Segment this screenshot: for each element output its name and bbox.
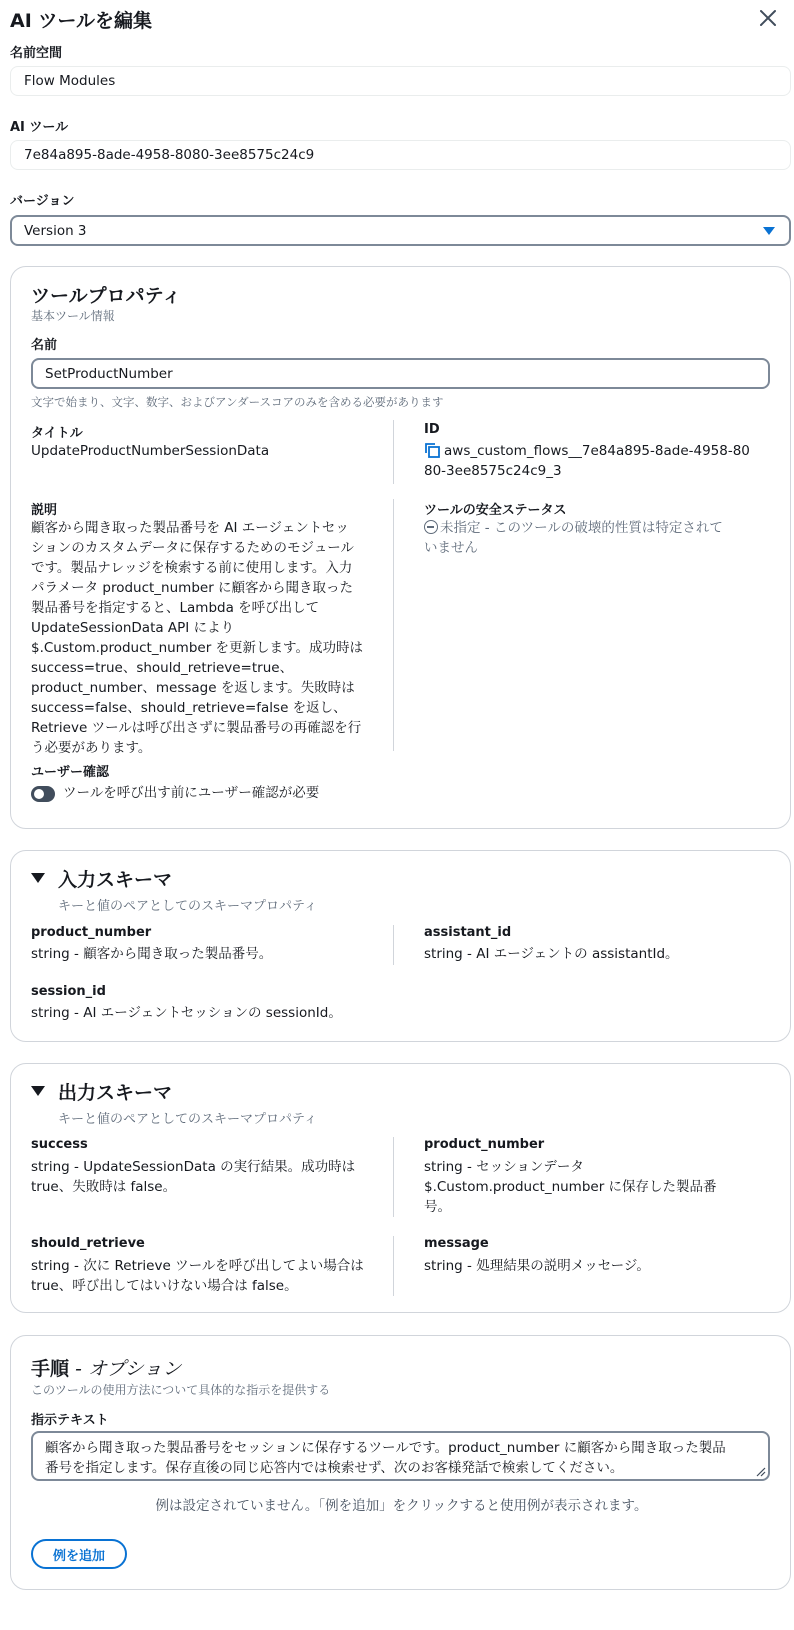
description-line: $.Custom.product_number を更新します。成功時は bbox=[31, 640, 363, 656]
schema-prop-name: should_retrieve bbox=[31, 1236, 145, 1251]
schema-prop-desc-line: string - 次に Retrieve ツールを呼び出してよい場合は bbox=[31, 1258, 364, 1274]
ai-tool-label: AI ツール bbox=[10, 120, 69, 135]
schema-prop-desc bbox=[31, 1157, 371, 1197]
tool-properties-title: ツールプロパティ bbox=[31, 285, 182, 307]
instructions-card bbox=[10, 1335, 791, 1590]
empty-examples-text: 例は設定されていません。「例を追加」をクリックすると使用例が表示されます。 bbox=[155, 1498, 648, 1514]
schema-prop-desc bbox=[31, 1256, 371, 1296]
schema-prop-name: assistant_id bbox=[424, 925, 512, 940]
expand-caret-icon[interactable] bbox=[31, 871, 45, 885]
description-line: です。製品ナレッジを検索する前に使用します。入力 bbox=[31, 560, 353, 576]
input-schema-subtitle: キーと値のペアとしてのスキーマプロパティ bbox=[58, 899, 317, 914]
description-line: success=true、should_retrieve=true、 bbox=[31, 660, 294, 676]
column-divider bbox=[393, 420, 394, 484]
id-line-1: aws_custom_flows__7e84a895-8ade-4958-80 bbox=[444, 443, 750, 459]
user-confirm-toggle[interactable] bbox=[31, 786, 55, 802]
description-label: 説明 bbox=[31, 503, 58, 518]
add-example-button[interactable]: 例を追加 bbox=[31, 1539, 127, 1569]
title-label: タイトル bbox=[31, 426, 83, 441]
column-divider bbox=[393, 925, 394, 965]
instructions-subtitle: このツールの使用方法について具体的な指示を提供する bbox=[31, 1383, 331, 1397]
schema-prop-desc-line: true、呼び出してはいけない場合は false。 bbox=[31, 1278, 298, 1294]
version-label: バージョン bbox=[10, 194, 75, 209]
user-confirm-toggle-label: ツールを呼び出す前にユーザー確認が必要 bbox=[63, 785, 320, 801]
schema-prop-desc: string - 顧客から聞き取った製品番号。 bbox=[31, 946, 273, 962]
copy-icon[interactable] bbox=[424, 442, 440, 458]
schema-prop-desc-line: 号。 bbox=[424, 1199, 451, 1215]
output-schema-card bbox=[10, 1063, 791, 1313]
namespace-field: Flow Modules bbox=[10, 66, 791, 96]
schema-prop-desc bbox=[424, 1157, 724, 1217]
namespace-label: 名前空間 bbox=[10, 46, 63, 61]
description-line: ションのカスタムデータに保存するためのモジュール bbox=[31, 540, 354, 556]
column-divider bbox=[393, 1236, 394, 1296]
name-label: 名前 bbox=[31, 338, 58, 353]
description-line: product_number、message を返します。失敗時は bbox=[31, 680, 355, 696]
schema-prop-desc: string - AI エージェントの assistantId。 bbox=[424, 946, 679, 962]
safety-line-2: いません bbox=[424, 540, 478, 556]
instructions-optional: - オプション bbox=[69, 1358, 182, 1380]
name-hint: 文字で始まり、文字、数字、およびアンダースコアのみを含める必要があります bbox=[31, 395, 444, 409]
toggle-knob bbox=[34, 789, 44, 799]
instruction-text-line: 番号を指定します。保存直後の同じ応答内では検索せず、次のお客様発話で検索してください。 bbox=[45, 1460, 624, 1476]
schema-prop-name: success bbox=[31, 1137, 88, 1152]
column-divider bbox=[393, 1137, 394, 1217]
output-schema-title: 出力スキーマ bbox=[58, 1082, 173, 1104]
description-line: 顧客から聞き取った製品番号を AI エージェントセッ bbox=[31, 520, 349, 536]
resize-handle-icon[interactable] bbox=[754, 1465, 766, 1477]
tool-properties-card bbox=[10, 266, 791, 829]
status-negative-icon bbox=[424, 520, 438, 534]
version-selected: Version 3 bbox=[24, 222, 87, 239]
description-line: UpdateSessionData API により bbox=[31, 620, 235, 636]
schema-prop-desc-line: string - セッションデータ bbox=[424, 1159, 584, 1175]
input-schema-card bbox=[10, 850, 791, 1042]
description-line: success=false、should_retrieve=false を返し、 bbox=[31, 700, 347, 716]
schema-prop-desc-line: string - UpdateSessionData の実行結果。成功時は bbox=[31, 1159, 356, 1175]
expand-caret-icon[interactable] bbox=[31, 1084, 45, 1098]
instruction-text-line: 顧客から聞き取った製品番号をセッションに保存するツールです。product_number に顧客から聞き取った製品 bbox=[45, 1440, 726, 1456]
schema-prop-name: session_id bbox=[31, 984, 106, 999]
schema-prop-name: message bbox=[424, 1236, 489, 1251]
title-value: UpdateProductNumberSessionData bbox=[31, 443, 270, 459]
instruction-text-label: 指示テキスト bbox=[31, 1413, 109, 1428]
schema-prop-desc-line: $.Custom.product_number に保存した製品番 bbox=[424, 1179, 717, 1195]
instructions-title bbox=[31, 1354, 181, 1381]
caret-down-icon bbox=[763, 227, 775, 235]
safety-status-value bbox=[424, 518, 764, 558]
description-line: Retrieve ツールは呼び出さずに製品番号の再確認を行 bbox=[31, 720, 362, 736]
id-label: ID bbox=[424, 422, 440, 437]
instruction-textarea[interactable] bbox=[31, 1431, 770, 1481]
schema-prop-name: product_number bbox=[31, 925, 152, 940]
id-value bbox=[424, 441, 764, 481]
modal-header bbox=[10, 4, 790, 34]
user-confirm-label: ユーザー確認 bbox=[31, 765, 110, 780]
id-line-2: 80-3ee8575c24c9_3 bbox=[424, 463, 562, 479]
description-text bbox=[31, 518, 371, 758]
safety-status-label: ツールの安全ステータス bbox=[424, 503, 567, 518]
schema-prop-name: product_number bbox=[424, 1137, 545, 1152]
description-line: 製品番号を指定すると、Lambda を呼び出して bbox=[31, 600, 320, 616]
output-schema-subtitle: キーと値のペアとしてのスキーマプロパティ bbox=[58, 1112, 317, 1127]
schema-prop-desc: string - 処理結果の説明メッセージ。 bbox=[424, 1258, 650, 1274]
safety-line-1: 未指定 - このツールの破壊的性質は特定されて bbox=[440, 520, 723, 536]
modal-title: AI ツールを編集 bbox=[10, 10, 153, 32]
ai-tool-field: 7e84a895-8ade-4958-8080-3ee8575c24c9 bbox=[10, 140, 791, 170]
tool-properties-subtitle: 基本ツール情報 bbox=[31, 309, 115, 323]
close-icon[interactable] bbox=[756, 6, 780, 30]
schema-prop-desc-line: true、失敗時は false。 bbox=[31, 1179, 177, 1195]
schema-prop-desc: string - AI エージェントセッションの sessionId。 bbox=[31, 1005, 342, 1021]
input-schema-title: 入力スキーマ bbox=[58, 869, 173, 891]
instructions-title-text: 手順 bbox=[31, 1358, 70, 1380]
column-divider bbox=[393, 499, 394, 751]
description-line: パラメータ product_number に顧客から聞き取った bbox=[31, 580, 354, 596]
version-select[interactable] bbox=[10, 215, 791, 246]
name-input[interactable]: SetProductNumber bbox=[31, 358, 770, 389]
description-line: う必要があります。 bbox=[31, 740, 152, 756]
